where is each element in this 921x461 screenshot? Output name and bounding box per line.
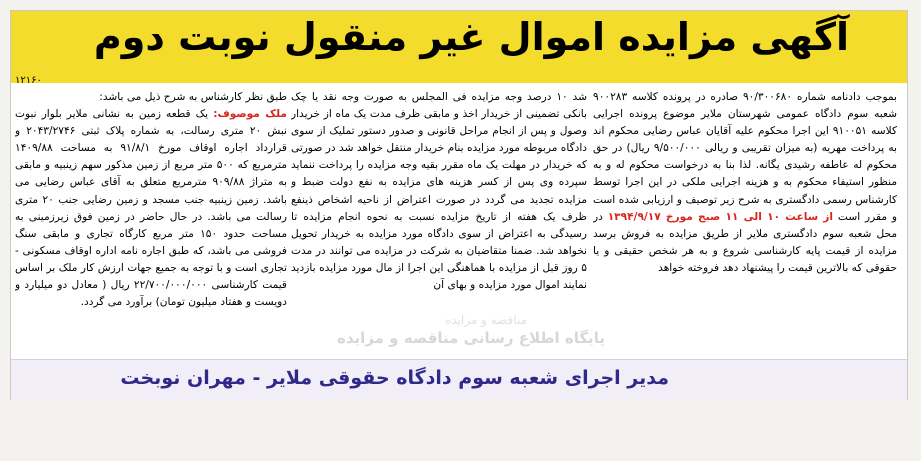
notice-title: آگهی مزایده اموال غیر منقول نوبت دوم: [93, 15, 849, 59]
property-label: ملک موصوف:: [213, 108, 287, 121]
notice-column-right: [593, 89, 897, 349]
notice-column-left: [15, 89, 287, 349]
property-description: یک قطعه زمین به نشانی ملایر بلوار نبوت نبش ۲۰ متری رسالت، به شماره پلاک ثبتی ۲۰۴۳/۲۷۴۶ و قرارداد اجاره اوقاف مورخ ۹۱/۸/۱ به مساحت ۱۴۰۹/۸۸ مترمربع که ۵۰۰ متر مربع از زمین مذکور سهم زینبیه و مابقی به متراژ ۹۰۹/۸۸ مترمربع متعلق به آقای عباس رضایی می باشد. زمین زینبیه جنب مسجد و زمین رضایی جنب ۲۰ متری رسالت می باشد. در حال حاضر در زمین فوق زیرزمینی به مساحت حدود ۱۵۰ متر مربع کارگاه تجاری و مابقی سنگ فروشی می باشد، که طبق اجاره نامه اداره اوقاف مسکونی - تجاری است و با توجه به جمیع جهات ارزش کار ملک بر اساس قیمت کارشناسی ۲۲/۷۰۰/۰۰۰/۰۰۰ ریال ( معادل دو میلیارد و دویست و هفتاد میلیون تومان) برآورد می گردد.: [15, 108, 287, 309]
watermark: پایگاه اطلاع رسانی مناقصه و مزایده: [337, 329, 605, 347]
column-right-text-a: بموجب دادنامه شماره ۹۰/۳۰۰۶۸۰ صادره در پرونده کلاسه ۹۰۰۲۸۳ شعبه سوم دادگاه عمومی شهرستان ملایر موضوع پرونده اجرایی کلاسه ۹۱۰۰۵۱ این اجرا محکوم علیه آقایان عباس رضایی محکوم اند به پرداخت مهریه (به میزان تقریبی و ریالی ۹/۵۰۰/۰۰۰ ریال) در حق محکوم له عاطفه رشیدی یگانه. لذا بنا به درخواست محکوم له و به منظور استیفاء محکوم به و هزینه اجرایی ملکی در این اجرا توسط کارشناس رسمی دادگستری به شرح زیر توصیف و ارزیابی شده است و مقرر است: [593, 91, 897, 223]
column-left-intro: طبق نظر کارشناس به شرح ذیل می باشد:: [99, 91, 287, 103]
column-right-text-b: در محل شعبه سوم دادگستری ملایر از طریق مزایده به فروش برسد مزایده از قیمت پایه کارشناسی شروع و به هر شخص حقیقی و یا حقوقی که بالاترین قیمت را پیشنهاد دهد فروخته خواهد: [593, 210, 897, 274]
notice-column-middle: شد ۱۰ درصد وجه مزایده فی المجلس به صورت وجه نقد یا چک بانکی تضمینی از خریدار اخذ و مابقی ظرف مدت یک ماه از خریدار وصول و پس از انجام مراحل قانونی و صدور دستور تملیک از سوی دادگاه مربوطه مورد مزایده بنام خریدار منتقل خواهد شد در صورتی که خریدار در مهلت یک ماه مقرر بقیه وجه مزایده را پرداخت ننماید سپرده وی پس از کسر هزینه های مزایده به نفع دولت ضبط و مزایده تجدید می گردد در صورت اعتراض از ناحیه اشخاص ذینفع ظرف یک هفته از تاریخ مزایده نسبت به نحوه انجام مزایده تا رسیدگی به اعتراض از سوی دادگاه مورد مزایده به خریدار تحویل نخواهد شد. ضمنا متقاضیان به شرکت در مزایده می توانند در مدت ۵ روز قبل از مزایده با هماهنگی این اجرا از مال مورد مزایده بازدید نمایند اموال مورد مزایده و بهای آن: [291, 91, 587, 292]
watermark-secondary: مناقصه و مزایده: [444, 313, 527, 327]
reference-number: ۱۲۱۶۰: [15, 75, 42, 86]
signature-line: مدیر اجرای شعبه سوم دادگاه حقوقی ملایر - مهران نوبخت: [120, 367, 669, 389]
auction-time-highlight: از ساعت ۱۰ الی ۱۱ صبح مورخ ۱۳۹۴/۹/۱۷: [607, 210, 834, 223]
footer-band: [11, 359, 907, 401]
notice-frame: [10, 10, 908, 400]
title-band: [11, 11, 907, 86]
